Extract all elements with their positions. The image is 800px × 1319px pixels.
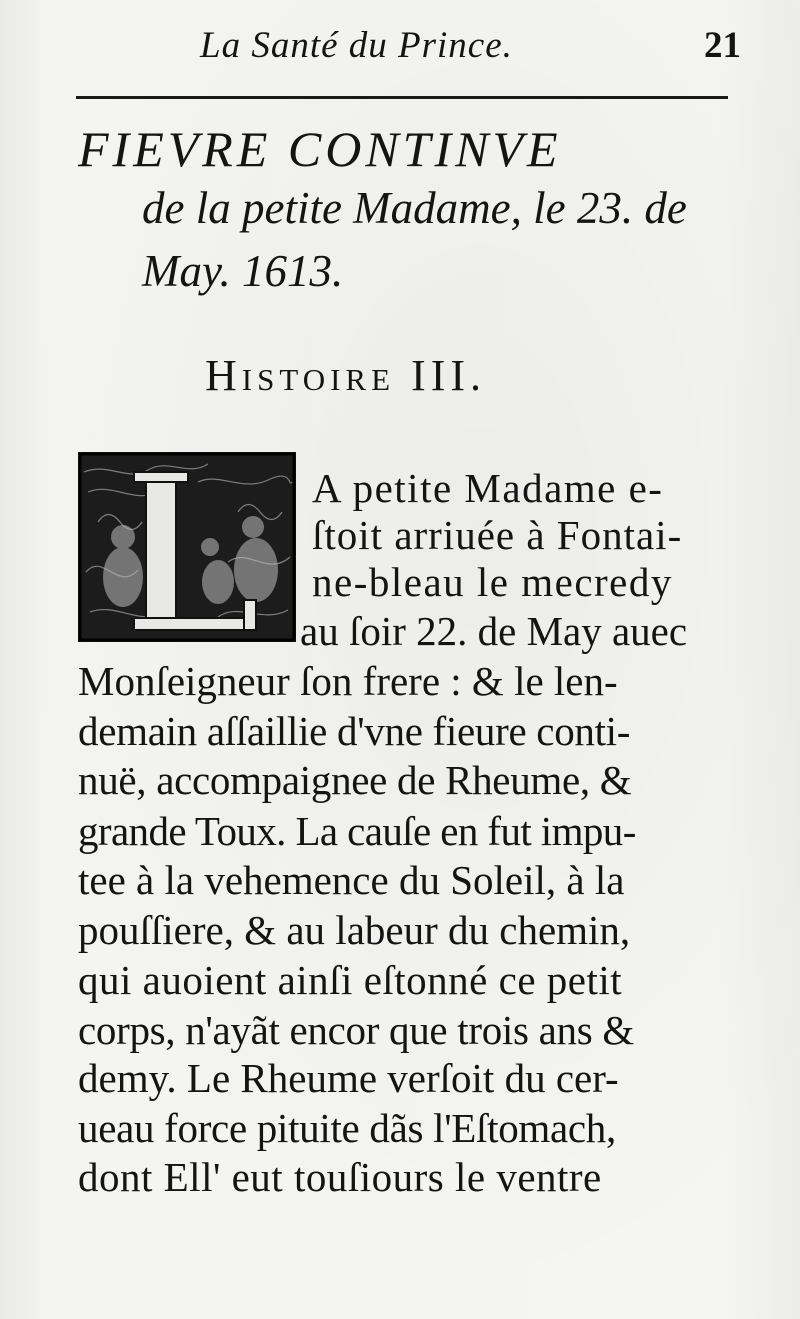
woodcut-initial-engraving xyxy=(78,452,296,642)
running-title: La Santé du Prince. xyxy=(200,25,513,66)
woodcut-initial xyxy=(78,452,296,642)
page-number: 21 xyxy=(704,25,741,66)
body-line: Monſeigneur ſon frere : & le len- xyxy=(78,658,618,704)
body-line: au ſoir 22. de May auec xyxy=(300,608,688,654)
body-line: tee à la vehemence du Soleil, à la xyxy=(78,857,625,903)
body-line: ſtoit arriuée à Fontai- xyxy=(312,512,683,558)
body-line: qui auoient ainſi eſtonné ce petit xyxy=(78,957,623,1003)
chapter-title-line-2: de la petite Madame, le 23. de xyxy=(142,183,687,233)
body-line: ueau force pituite dãs l'Eſtomach, xyxy=(78,1105,616,1151)
body-line: pouſſiere, & au labeur du chemin, xyxy=(78,907,631,953)
body-line: demain aſſaillie d'vne fieure conti- xyxy=(78,708,631,754)
body-line: nuë, accompaignee de Rheume, & xyxy=(78,757,632,803)
body-line: ne-bleau le mecredy xyxy=(312,559,673,605)
header-rule xyxy=(76,96,728,99)
section-heading: Histoire III. xyxy=(205,351,486,400)
chapter-title-line-3: May. 1613. xyxy=(142,246,344,296)
body-line: corps, n'ayãt encor que trois ans & xyxy=(78,1007,634,1053)
body-line: dont Ell' eut touſiours le ventre xyxy=(78,1154,602,1200)
body-line: demy. Le Rheume verſoit du cer- xyxy=(78,1055,619,1101)
body-line: grande Toux. La cauſe en fut impu- xyxy=(78,808,636,854)
body-line: A petite Madame e- xyxy=(312,465,664,511)
chapter-title-line-1: FIEVRE CONTINVE xyxy=(78,121,562,177)
